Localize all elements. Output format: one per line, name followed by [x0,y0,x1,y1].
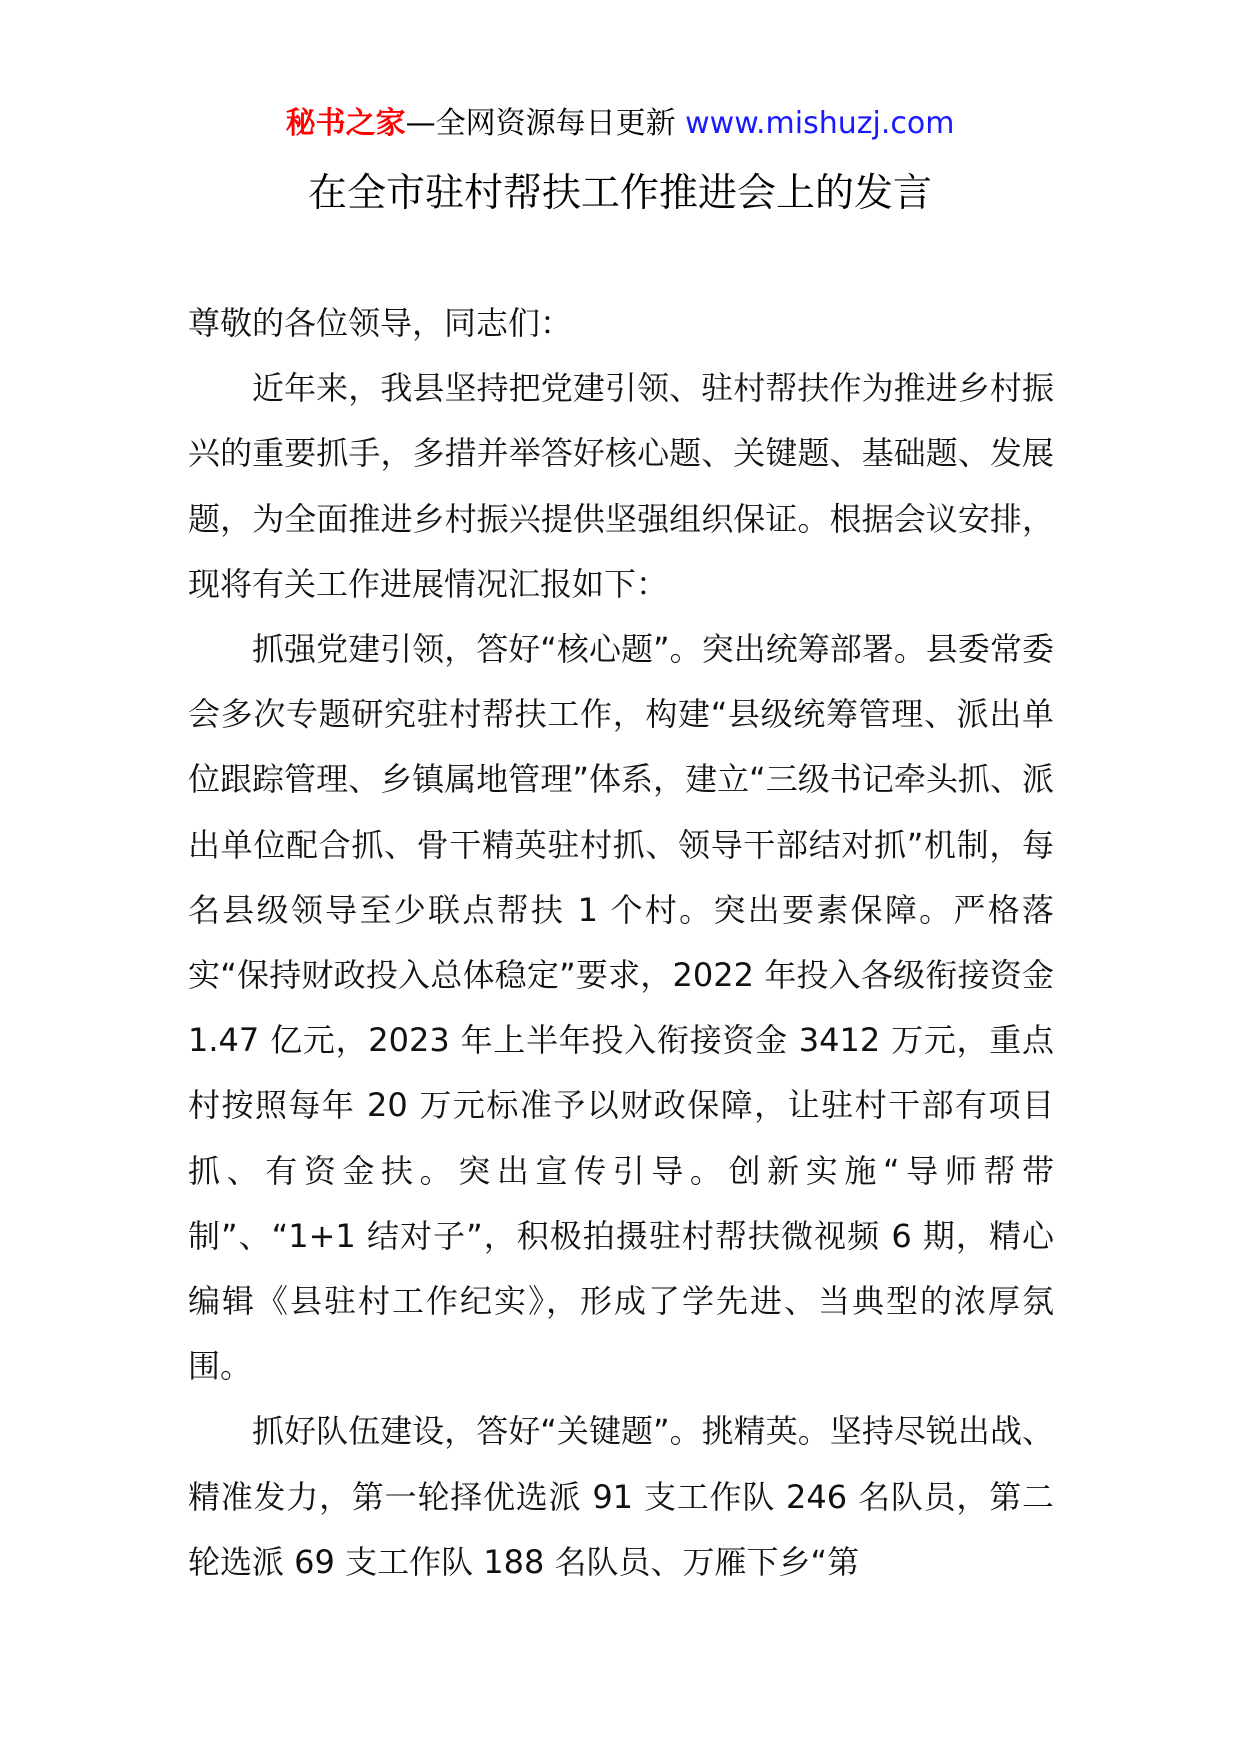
site-url-link[interactable]: www.mishuzj.com [685,106,955,141]
paragraph-intro: 近年来，我县坚持把党建引领、驻村帮扶作为推进乡村振兴的重要抓手，多措并举答好核心题、关键题、基础题、发展题，为全面推进乡村振兴提供坚强组织保证。根据会议安排，现将有关工作进展情况汇报如下： [188,369,1054,603]
brand-name: 秘书之家 [285,106,406,141]
salutation: 尊敬的各位领导，同志们： [188,304,573,342]
document-body [188,291,1054,1595]
paragraph-team-building: 抓好队伍建设，答好“关键题”。挑精英。坚持尽锐出战、精准发力，第一轮择优选派 91 支工作队 246 名队员，第二轮选派 69 支工作队 188 名队员、万雁下乡“第 [188,1412,1054,1581]
site-tagline: —全网资源每日更新 [405,106,676,141]
document-title: 在全市驻村帮扶工作推进会上的发言 [307,171,932,216]
paragraph-party-leadership: 抓强党建引领，答好“核心题”。突出统筹部署。县委常委会多次专题研究驻村帮扶工作，构建“县级统筹管理、派出单位跟踪管理、乡镇属地管理”体系，建立“三级书记牵头抓、派出单位配合抓、骨干精英驻村抓、领导干部结对抓”机制，每名县级领导至少联点帮扶 1 个村。突出要素保障。严格落实“保持财政投入总体稳定”要求，2022 年投入各级衔接资金 1.47 亿元，2023 年上半年投入衔接资金 3412 万元，重点村按照每年 20 万元标准予以财政保障，让驻村干部有项目抓、有资金扶。突出宣传引导。创新实施“导师帮带制”、“1+1 结对子”，积极拍摄驻村帮扶微视频 6 期，精心编辑《县驻村工作纪实》，形成了学先进、当典型的浓厚氛围。 [188,630,1054,1386]
site-header [0,102,1240,146]
